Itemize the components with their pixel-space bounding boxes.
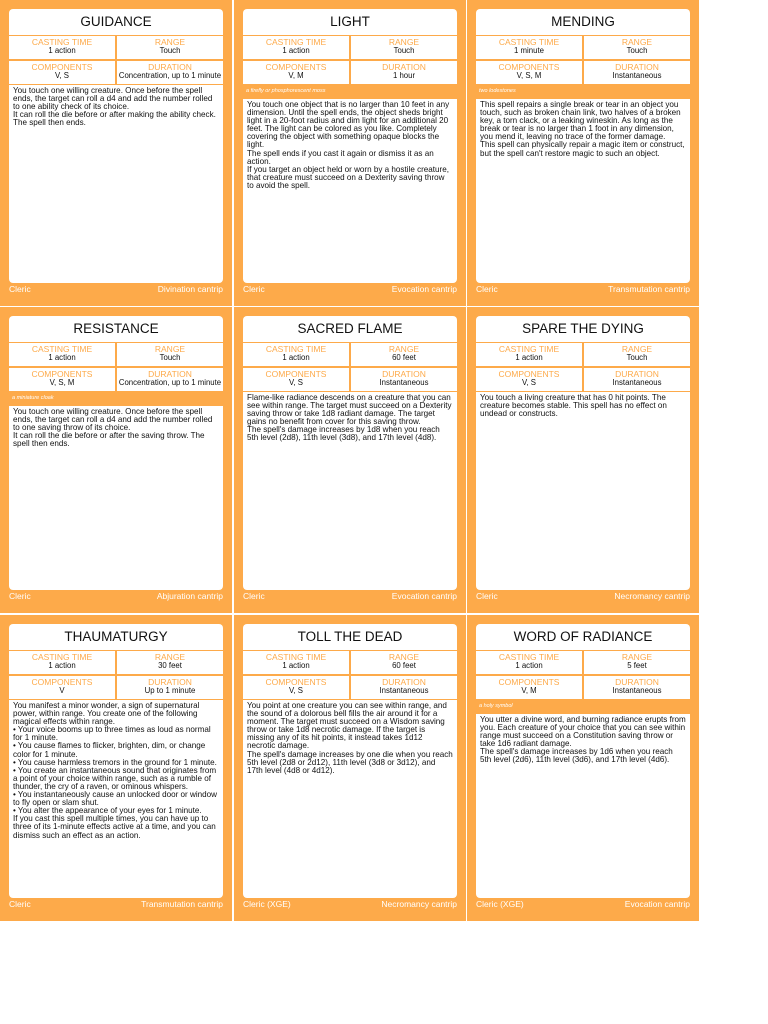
spell-title: RESISTANCE — [9, 316, 223, 342]
spell-stats — [243, 36, 457, 84]
description-paragraph: The spell's damage increases by 1d8 when you reach 5th level (2d8), 11th level (3d8), and 17th level (4d8). — [247, 425, 440, 443]
components-cell — [243, 676, 349, 699]
duration-value: Instantaneous — [612, 71, 662, 80]
casting-time-cell — [243, 651, 349, 674]
components-label: COMPONENTS — [265, 677, 327, 687]
casting-time-value: 1 action — [48, 353, 76, 362]
range-label: RANGE — [388, 344, 420, 354]
components-label: COMPONENTS — [31, 677, 93, 687]
description-paragraph: This spell repairs a single break or tear in an object you touch, such as broken chain link, two halves of a broken key, a torn clack, or a leaking wineskin. As long as the break or tear is no larger than 1 foot in any dimension, you mend it, leaving no trace of the former damage. — [480, 100, 681, 142]
duration-label: DURATION — [148, 369, 192, 379]
components-value: V, S, M — [516, 71, 542, 80]
duration-value: Instantaneous — [612, 378, 662, 387]
description-paragraph: It can roll the die before or after the saving throw. The spell then ends. — [13, 431, 205, 449]
description-paragraph: This spell can physically repair a magic item or construct, but the spell can't restore magic to such an object. — [480, 140, 685, 158]
material-component: two lodestones — [476, 85, 690, 98]
spell-description — [476, 714, 690, 898]
spell-description — [243, 99, 457, 283]
range-label: RANGE — [388, 37, 420, 47]
components-label: COMPONENTS — [31, 369, 93, 379]
range-cell — [117, 651, 223, 674]
description-paragraph: Flame-like radiance descends on a creature that you can see within range. The target must succeed on a Dexterity saving throw or take 1d8 radiant damage. The target gains no benefit from cover for this saving throw. — [247, 393, 452, 427]
spell-card — [234, 307, 466, 613]
casting-time-label: CASTING TIME — [498, 344, 560, 354]
duration-cell — [584, 676, 690, 699]
spell-type: Necromancy cantrip — [614, 591, 690, 601]
description-paragraph: • You cause flames to flicker, brighten, dim, or change color for 1 minute. — [13, 741, 206, 759]
spell-stats — [476, 343, 690, 391]
spell-class: Cleric — [9, 899, 31, 909]
range-cell — [351, 343, 457, 366]
range-label: RANGE — [154, 37, 186, 47]
components-cell — [476, 368, 582, 391]
description-paragraph: The spell's damage increases by 1d6 when you reach 5th level (2d6), 11th level (3d6), and 17th level (4d6). — [480, 747, 673, 765]
casting-time-value: 1 minute — [514, 46, 544, 55]
spell-class: Cleric — [243, 284, 265, 294]
spell-description — [9, 85, 223, 283]
description-paragraph: You touch a living creature that has 0 hit points. The creature becomes stable. This spell has no effect on undead or constructs. — [480, 393, 667, 419]
casting-time-label: CASTING TIME — [498, 37, 560, 47]
casting-time-label: CASTING TIME — [265, 37, 327, 47]
spell-type: Divination cantrip — [157, 284, 223, 294]
spell-class: Cleric (XGE) — [476, 899, 524, 909]
casting-time-label: CASTING TIME — [265, 652, 327, 662]
description-paragraph: • You cause harmless tremors in the ground for 1 minute. — [13, 757, 217, 767]
spell-class: Cleric — [476, 284, 498, 294]
range-label: RANGE — [621, 652, 653, 662]
components-label: COMPONENTS — [265, 62, 327, 72]
duration-label: DURATION — [148, 677, 192, 687]
spell-title: TOLL THE DEAD — [243, 624, 457, 650]
casting-time-value: 1 action — [48, 661, 76, 670]
components-value: V, S — [288, 378, 304, 387]
range-value: 60 feet — [392, 353, 416, 362]
material-component: a firefly or phosphorescent moss — [243, 85, 457, 98]
spell-type: Abjuration cantrip — [156, 591, 223, 601]
spell-description — [243, 700, 457, 898]
spell-description — [9, 406, 223, 590]
spell-card — [0, 307, 232, 613]
casting-time-value: 1 action — [282, 46, 310, 55]
range-label: RANGE — [621, 37, 653, 47]
spell-type: Transmutation cantrip — [608, 284, 690, 294]
components-cell — [9, 368, 115, 391]
range-value: 30 feet — [158, 661, 182, 670]
spell-card — [467, 307, 699, 613]
range-value: Touch — [159, 353, 181, 362]
spell-type: Evocation cantrip — [391, 284, 457, 294]
components-cell — [243, 61, 349, 84]
duration-label: DURATION — [382, 62, 426, 72]
spell-stats — [9, 343, 223, 391]
duration-label: DURATION — [148, 62, 192, 72]
range-label: RANGE — [621, 344, 653, 354]
duration-cell — [117, 676, 223, 699]
spell-class: Cleric — [476, 591, 498, 601]
description-paragraph: • You instantaneously cause an unlocked door or window to fly open or slam shut. — [13, 790, 217, 808]
components-label: COMPONENTS — [265, 369, 327, 379]
spell-description — [243, 392, 457, 590]
spell-title: LIGHT — [243, 9, 457, 35]
description-paragraph: You touch one object that is no larger than 10 feet in any dimension. Until the spell ends, the object sheds bright light in a 20-foot radius and dim light for an additional 20 feet. The light can be colored as you like. Completely covering the object with something opaque blocks the light. — [247, 100, 450, 150]
spell-stats — [476, 651, 690, 699]
range-value: Touch — [626, 353, 648, 362]
components-value: V, S, M — [49, 378, 75, 387]
casting-time-label: CASTING TIME — [31, 344, 93, 354]
casting-time-label: CASTING TIME — [265, 344, 327, 354]
components-cell — [476, 676, 582, 699]
spell-title: MENDING — [476, 9, 690, 35]
casting-time-cell — [9, 343, 115, 366]
spell-class: Cleric — [9, 284, 31, 294]
range-value: 5 feet — [627, 661, 647, 670]
casting-time-cell — [476, 36, 582, 59]
description-paragraph: You utter a divine word, and burning radiance erupts from you. Each creature of your choice that you can see within range must succeed on a Constitution saving throw or take 1d6 radiant damage. — [480, 715, 686, 749]
range-label: RANGE — [154, 652, 186, 662]
casting-time-label: CASTING TIME — [498, 652, 560, 662]
spell-class: Cleric (XGE) — [243, 899, 291, 909]
range-cell — [584, 343, 690, 366]
duration-value: Up to 1 minute — [144, 686, 196, 695]
description-paragraph: The spell's damage increases by one die when you reach 5th level (2d8 or 2d12), 11th level (3d8 or 3d12), and 17th level (4d8 or 4d12). — [247, 749, 453, 775]
duration-value: Concentration, up to 1 minute — [118, 378, 222, 387]
duration-cell — [584, 368, 690, 391]
components-value: V, S — [521, 378, 537, 387]
duration-value: 1 hour — [392, 71, 416, 80]
description-paragraph: You manifest a minor wonder, a sign of supernatural power, within range. You create one of the following magical effects within range. — [13, 701, 200, 727]
duration-cell — [351, 676, 457, 699]
casting-time-cell — [476, 343, 582, 366]
material-component: a holy symbol — [476, 700, 690, 713]
components-cell — [9, 676, 115, 699]
range-cell — [584, 651, 690, 674]
duration-label: DURATION — [615, 62, 659, 72]
spell-card — [0, 0, 232, 306]
duration-label: DURATION — [615, 677, 659, 687]
duration-value: Concentration, up to 1 minute — [118, 71, 222, 80]
duration-value: Instantaneous — [612, 686, 662, 695]
range-cell — [351, 651, 457, 674]
range-cell — [351, 36, 457, 59]
spell-description — [9, 700, 223, 898]
casting-time-value: 1 action — [282, 353, 310, 362]
components-label: COMPONENTS — [498, 369, 560, 379]
components-value: V, M — [288, 71, 304, 80]
range-value: Touch — [626, 46, 648, 55]
spell-title: GUIDANCE — [9, 9, 223, 35]
casting-time-value: 1 action — [515, 353, 543, 362]
description-paragraph: You touch one willing creature. Once before the spell ends, the target can roll a d4 and add the number rolled to one saving throw of its choice. — [13, 407, 213, 433]
description-paragraph: • You alter the appearance of your eyes for 1 minute. — [13, 806, 202, 816]
casting-time-cell — [9, 651, 115, 674]
casting-time-cell — [243, 343, 349, 366]
components-cell — [243, 368, 349, 391]
description-paragraph: You point at one creature you can see within range, and the sound of a dolorous bell fills the air around it for a moment. The target must succeed on a Wisdom saving throw or take 1d8 necrotic damage. If the target is missing any of its hit points, it instead takes 1d12 necrotic damage. — [247, 701, 447, 751]
duration-cell — [117, 61, 223, 84]
spell-type: Transmutation cantrip — [141, 899, 223, 909]
spell-card — [467, 615, 699, 921]
range-value: 60 feet — [392, 661, 416, 670]
spell-description — [476, 392, 690, 590]
components-cell — [476, 61, 582, 84]
components-value: V, M — [521, 686, 537, 695]
components-value: V — [59, 686, 65, 695]
duration-value: Instantaneous — [379, 378, 429, 387]
range-cell — [117, 343, 223, 366]
casting-time-cell — [476, 651, 582, 674]
range-value: Touch — [159, 46, 181, 55]
description-paragraph: • You create an instantaneous sound that originates from a point of your choice within range, such as a rumble of thunder, the cry of a raven, or ominous whispers. — [13, 765, 217, 791]
material-component: a miniature cloak — [9, 392, 223, 405]
spell-type: Evocation cantrip — [391, 591, 457, 601]
description-paragraph: If you target an object held or worn by a hostile creature, that creature must succeed on a Dexterity saving throw to avoid the spell. — [247, 164, 450, 190]
components-label: COMPONENTS — [31, 62, 93, 72]
components-cell — [9, 61, 115, 84]
spell-stats — [9, 36, 223, 84]
range-label: RANGE — [388, 652, 420, 662]
components-label: COMPONENTS — [498, 677, 560, 687]
range-cell — [117, 36, 223, 59]
duration-value: Instantaneous — [379, 686, 429, 695]
casting-time-value: 1 action — [48, 46, 76, 55]
casting-time-cell — [9, 36, 115, 59]
spell-title: SPARE THE DYING — [476, 316, 690, 342]
spell-card — [234, 0, 466, 306]
description-paragraph: • Your voice booms up to three times as loud as normal for 1 minute. — [13, 725, 211, 743]
spell-title: WORD OF RADIANCE — [476, 624, 690, 650]
range-value: Touch — [393, 46, 415, 55]
spell-title: THAUMATURGY — [9, 624, 223, 650]
components-value: V, S — [288, 686, 304, 695]
description-paragraph: If you cast this spell multiple times, you can have up to three of its 1-minute effects active at a time, and you can dismiss such an effect as an action. — [13, 814, 216, 840]
duration-cell — [117, 368, 223, 391]
spell-stats — [243, 343, 457, 391]
description-paragraph: You touch one willing creature. Once before the spell ends, the target can roll a d4 and add the number rolled to one ability check of its choice. — [13, 86, 213, 112]
duration-cell — [584, 61, 690, 84]
range-cell — [584, 36, 690, 59]
casting-time-value: 1 action — [515, 661, 543, 670]
spell-class: Cleric — [9, 591, 31, 601]
spell-class: Cleric — [243, 591, 265, 601]
spell-stats — [9, 651, 223, 699]
casting-time-cell — [243, 36, 349, 59]
components-value: V, S — [54, 71, 70, 80]
spell-card — [0, 615, 232, 921]
spell-stats — [476, 36, 690, 84]
components-label: COMPONENTS — [498, 62, 560, 72]
duration-label: DURATION — [615, 369, 659, 379]
duration-label: DURATION — [382, 677, 426, 687]
spell-type: Necromancy cantrip — [381, 899, 457, 909]
casting-time-label: CASTING TIME — [31, 652, 93, 662]
description-paragraph: It can roll the die before or after making the ability check. The spell then ends. — [13, 110, 216, 128]
casting-time-value: 1 action — [282, 661, 310, 670]
duration-cell — [351, 61, 457, 84]
spell-title: SACRED FLAME — [243, 316, 457, 342]
range-label: RANGE — [154, 344, 186, 354]
spell-card — [234, 615, 466, 921]
duration-label: DURATION — [382, 369, 426, 379]
spell-description — [476, 99, 690, 283]
spell-card — [467, 0, 699, 306]
duration-cell — [351, 368, 457, 391]
description-paragraph: The spell ends if you cast it again or dismiss it as an action. — [247, 148, 434, 166]
spell-type: Evocation cantrip — [624, 899, 690, 909]
spell-stats — [243, 651, 457, 699]
casting-time-label: CASTING TIME — [31, 37, 93, 47]
